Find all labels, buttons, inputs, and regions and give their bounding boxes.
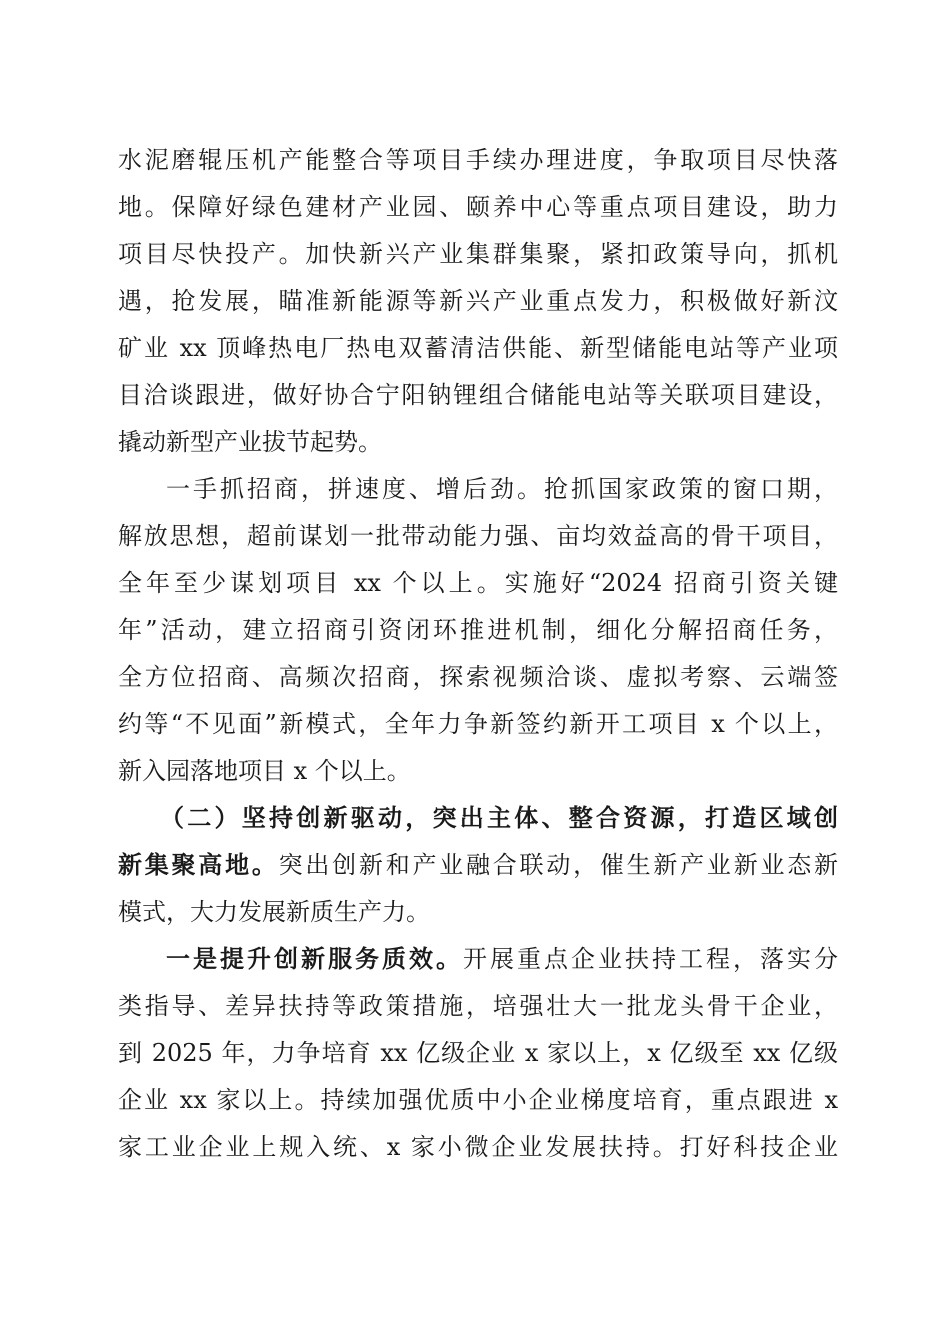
paragraph-line: 全方位招商、高频次招商，探索视频洽谈、虚拟考察、云端签 bbox=[118, 663, 838, 691]
subheading-body-text: 开展重点企业扶持工程，落实分 bbox=[463, 945, 838, 973]
paragraph-line: 类指导、差异扶持等政策措施，培强壮大一批龙头骨干企业， bbox=[118, 992, 838, 1020]
paragraph-line: 模式，大力发展新质生产力。 bbox=[118, 898, 430, 926]
paragraph-line: 水泥磨辊压机产能整合等项目手续办理进度，争取项目尽快落 bbox=[118, 146, 838, 174]
section-heading-line: （二）坚持创新驱动，突出主体、整合资源，打造区域创 bbox=[160, 803, 838, 832]
paragraph-line: 全年至少谋划项目 xx 个以上。实施好“2024 招商引资关键 bbox=[118, 569, 838, 597]
paragraph-line: 约等“不见面”新模式，全年力争新签约新开工项目 x 个以上， bbox=[118, 710, 838, 738]
paragraph-line: 企业 xx 家以上。持续加强优质中小企业梯度培育，重点跟进 x bbox=[118, 1086, 838, 1114]
paragraph-line: 地。保障好绿色建材产业园、颐养中心等重点项目建设，助力 bbox=[118, 193, 838, 221]
paragraph-line: 项目尽快投产。加快新兴产业集群集聚，紧扣政策导向，抓机 bbox=[118, 240, 838, 268]
section-heading-tail: 新集聚高地。 bbox=[118, 850, 279, 879]
paragraph-line: 撬动新型产业拔节起势。 bbox=[118, 428, 382, 456]
section-body-text: 突出创新和产业融合联动，催生新产业新业态新 bbox=[278, 851, 838, 879]
paragraph-line bbox=[118, 843, 838, 887]
paragraph-line: 遇，抢发展，瞄准新能源等新兴产业重点发力，积极做好新汶 bbox=[118, 287, 838, 315]
paragraph-line: 到 2025 年，力争培育 xx 亿级企业 x 家以上，x 亿级至 xx 亿级 bbox=[118, 1039, 838, 1067]
paragraph-line: 目洽谈跟进，做好协合宁阳钠锂组合储能电站等关联项目建设， bbox=[118, 381, 838, 409]
paragraph-line: 矿业 xx 顶峰热电厂热电双蓄清洁供能、新型储能电站等产业项 bbox=[118, 334, 838, 362]
paragraph-line: 解放思想，超前谋划一批带动能力强、亩均效益高的骨干项目， bbox=[118, 522, 838, 550]
paragraph-line bbox=[166, 937, 838, 981]
subheading-text: 一是提升创新服务质效。 bbox=[166, 944, 463, 973]
paragraph-line: 年”活动，建立招商引资闭环推进机制，细化分解招商任务， bbox=[118, 616, 838, 644]
paragraph-line: 家工业企业上规入统、x 家小微企业发展扶持。打好科技企业 bbox=[118, 1133, 838, 1161]
paragraph-line: 新入园落地项目 x 个以上。 bbox=[118, 757, 411, 785]
paragraph-line: 一手抓招商，拼速度、增后劲。抢抓国家政策的窗口期， bbox=[166, 475, 838, 503]
